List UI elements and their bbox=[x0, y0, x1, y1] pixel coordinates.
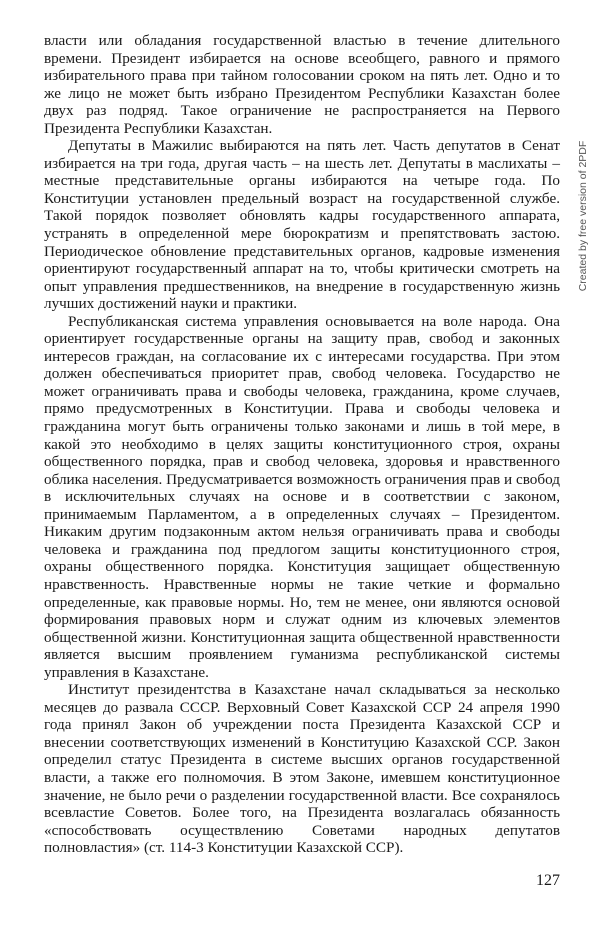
paragraph-4: Институт президентства в Казахстане начал складываться за несколько месяцев до развала СССР. Верховный Совет Казахской ССР 24 апреля 1990 года принял Закон об учреждении поста Президента Казахской ССР и внесении соответствующих изменений в Конституцию Казахской ССР. Закон определил статус Президента в системе высших органов государственной власти, а также его полномочия. В этом Законе, имевшем конституционное значение, не было речи о разделении государственной власти. Все сохранялось всевластие Советов. Более того, на Президента возлагалась обязанность «способствовать осуществлению Советами народных депутатов полновластия» (ст. 114-3 Конституции Казахской ССР). bbox=[44, 681, 560, 857]
page-body bbox=[44, 32, 560, 857]
paragraph-3: Республиканская система управления основывается на воле народа. Она ориентирует государственные органы на защиту прав, свобод и законных интересов граждан, на согласование их с интересами государства. При этом должен обеспечиваться приоритет прав, свобод человека. Государство не может ограничивать права и свободы человека, гражданина, кроме случаев, прямо предусмотренных в Конституции. Права и свободы человека и гражданина могут быть ограничены только законами и лишь в той мере, в какой это необходимо в целях защиты конституционного строя, охраны общественного порядка, прав и свобод человека, здоровья и нравственного облика населения. Предусматривается возможность ограничения прав и свобод в исключительных случаях на основе и в соответствии с законом, принимаемым Парламентом, а в определенных случаях – Президентом. Никаким другим подзаконным актом нельзя ограничивать права и свободы человека и гражданина под предлогом защиты конституционного строя, охраны общественного порядка. Конституция защищает общественную нравственность. Нравственные нормы не такие четкие и формально определенные, как правовые нормы. Но, тем не менее, они являются основой формирования правовых норм и служат одним из ключевых элементов общественной жизни. Конституционная защита общественной нравственности является высшим проявлением гуманизма республиканской системы управления в Казахстане. bbox=[44, 312, 560, 681]
paragraph-2: Депутаты в Мажилис выбираются на пять лет. Часть депутатов в Сенат избирается на три года, другая часть – на шесть лет. Депутаты в маслихаты – местные представительные органы избираются на четыре года. По Конституции установлен предельный возраст на государственной службе. Такой порядок позволяет обновлять кадры государственного аппарата, устранять в определенной мере бюрократизм и препятствовать застою. Периодическое обновление представительных органов, кадровые изменения ориентируют государственный аппарат на то, чтобы критически смотреть на опыт управления предшественников, на внедрение в государственную жизнь лучших достижений науки и практики. bbox=[44, 137, 560, 313]
paragraph-1: власти или обладания государственной властью в течение длительного времени. Президент избирается на основе всеобщего, равного и прямого избирательного права при тайном голосовании сроком на пять лет. Одно и то же лицо не может быть избрано Президентом Республики Казахстан более двух раз подряд. Такое ограничение не распространяется на Первого Президента Республики Казахстан. bbox=[44, 32, 560, 137]
page-number: 127 bbox=[536, 872, 560, 889]
watermark: Created by free version of 2PDF bbox=[577, 140, 589, 292]
